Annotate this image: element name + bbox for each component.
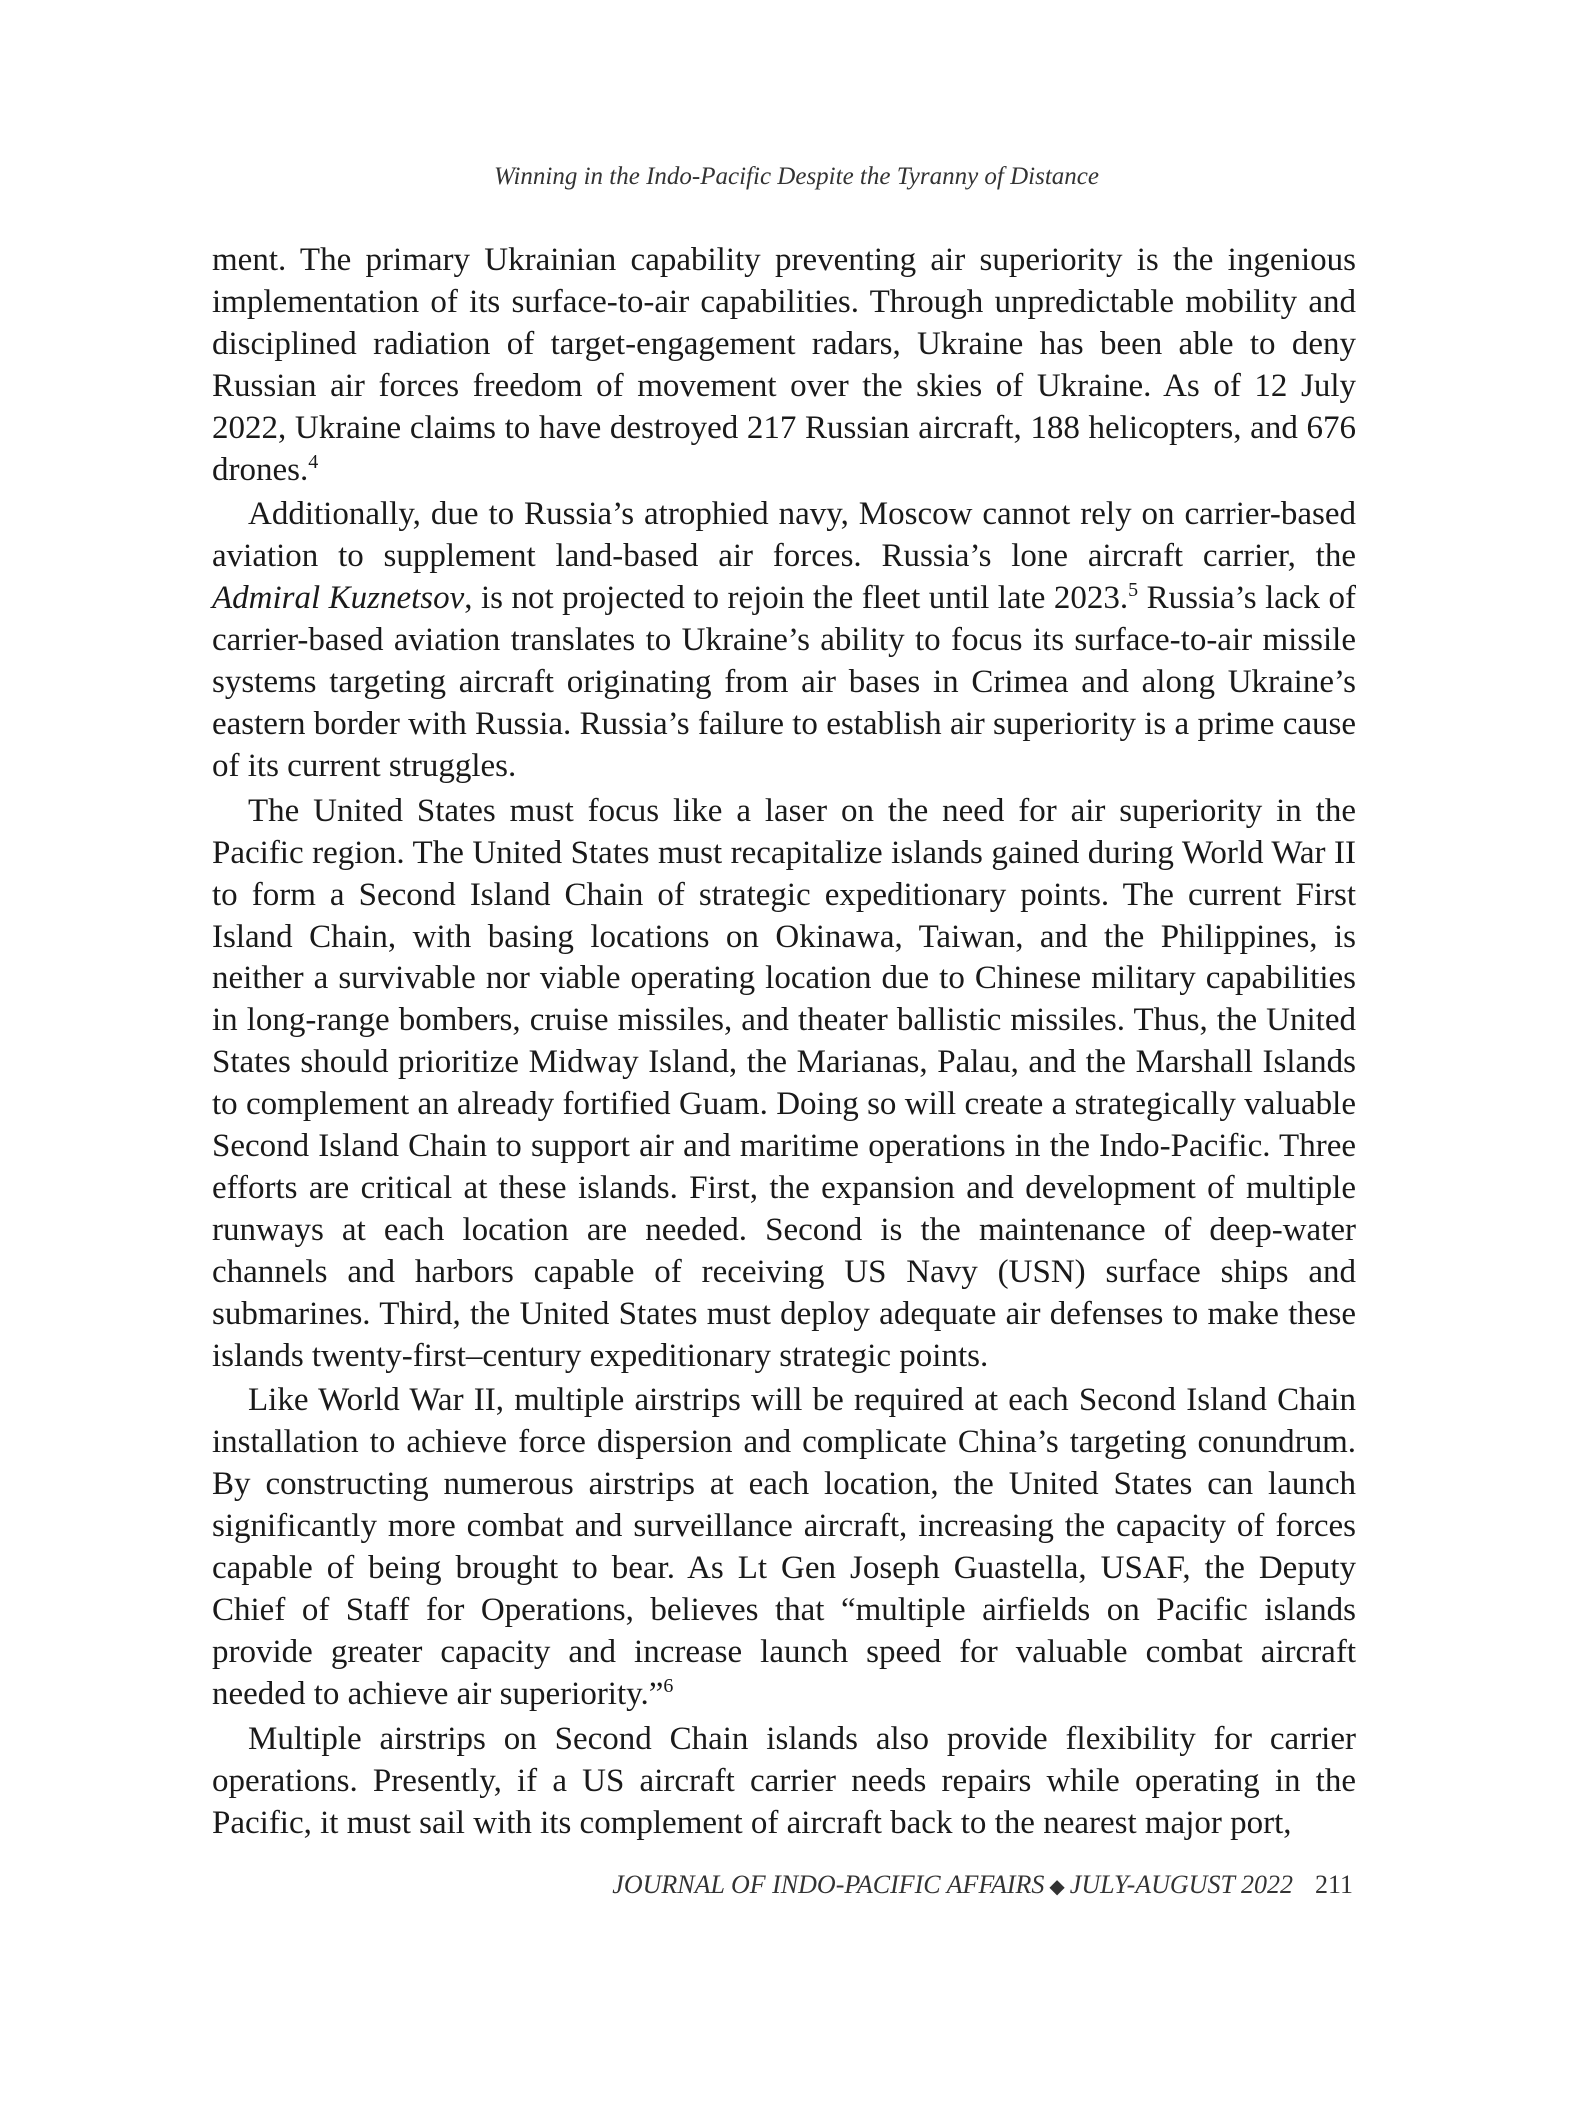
endnote-ref-5[interactable]: 5: [1128, 579, 1139, 602]
paragraph-4-text: Like World War II, multiple airstrips will be required at each Second Island Chain installation to achieve force dispersion and complicate China’s targeting conundrum. By constructing numerous airstrips at each location, the United States can launch significantly more combat and surveillance aircraft, increasing the capacity of forces capable of being brought to bear. As Lt Gen Joseph Guastella, USAF, the Deputy Chief of Staff for Operations, believes that “multiple airfields on Pacific islands provide greater capacity and increase launch speed for valuable combat aircraft needed to achieve air superiority.”: [212, 1382, 1356, 1712]
endnote-ref-4[interactable]: 4: [308, 450, 319, 473]
ship-name: Admiral Kuznetsov: [212, 580, 465, 617]
paragraph-2-text-c: Russia’s lack of carrier-based aviation translates to Ukraine’s ability to focus its surface-to-air missile systems targeting aircraft originating from air bases in Crimea and along Ukraine’s eastern border with Russia. Russia’s failure to establish air superiority is a prime cause of its current struggles.: [212, 580, 1356, 784]
issue-date: JULY-AUGUST 2022: [1069, 1870, 1293, 1899]
paragraph-3: The United States must focus like a laser on the need for air superiority in the Pacific region. The United States must recapitalize islands gained during World War II to form a Second Island Chain of strategic expeditionary points. The current First Island Chain, with basing locations on Okinawa, Taiwan, and the Philippines, is neither a survivable nor viable operating location due to Chinese military capabilities in long-range bombers, cruise missiles, and theater ballistic missiles. Thus, the United States should prioritize Midway Island, the Marianas, Palau, and the Marshall Islands to complement an already fortified Guam. Doing so will create a strategically valuable Second Island Chain to support air and maritime operations in the Indo-Pacific. Three efforts are critical at these islands. First, the expansion and development of multiple runways at each location are needed. Second is the maintenance of deep-water channels and harbors capable of receiving US Navy (USN) surface ships and submarines. Third, the United States must deploy adequate air defenses to make these islands twenty-first–century expeditionary strategic points.: [212, 792, 1356, 1374]
paragraph-4: [212, 1380, 1356, 1715]
paragraph-2: [212, 494, 1356, 787]
page-footer: [0, 1870, 1353, 1900]
page-number: 211: [1314, 1870, 1353, 1899]
endnote-ref-6[interactable]: 6: [663, 1674, 674, 1697]
paragraph-2-text-a: Additionally, due to Russia’s atrophied navy, Moscow cannot rely on carrier-based aviation to supplement land-based air forces. Russia’s lone aircraft carrier, the: [212, 496, 1356, 575]
diamond-separator-icon: ◆: [1049, 1876, 1065, 1898]
paragraph-2-text-b: , is not projected to rejoin the fleet until late 2023.: [464, 580, 1129, 617]
article-body: [212, 240, 1356, 1847]
paragraph-1: [212, 240, 1356, 491]
paragraph-1-text: ment. The primary Ukrainian capability preventing air superiority is the ingenious implementation of its surface-to-air capabilities. Through unpredictable mobility and disciplined radiation of target-engagement radars, Ukraine has been able to deny Russian air forces freedom of movement over the skies of Ukraine. As of 12 July 2022, Ukraine claims to have destroyed 217 Russian aircraft, 188 helicopters, and 676 drones.: [212, 242, 1356, 488]
paragraph-5: Multiple airstrips on Second Chain islands also provide flexibility for carrier operations. Presently, if a US aircraft carrier needs repairs while operating in the Pacific, it must sail with its complement of aircraft back to the nearest major port,: [212, 1720, 1356, 1841]
journal-name: JOURNAL OF INDO-PACIFIC AFFAIRS: [612, 1870, 1045, 1899]
running-header: Winning in the Indo-Pacific Despite the Tyranny of Distance: [494, 163, 1099, 190]
